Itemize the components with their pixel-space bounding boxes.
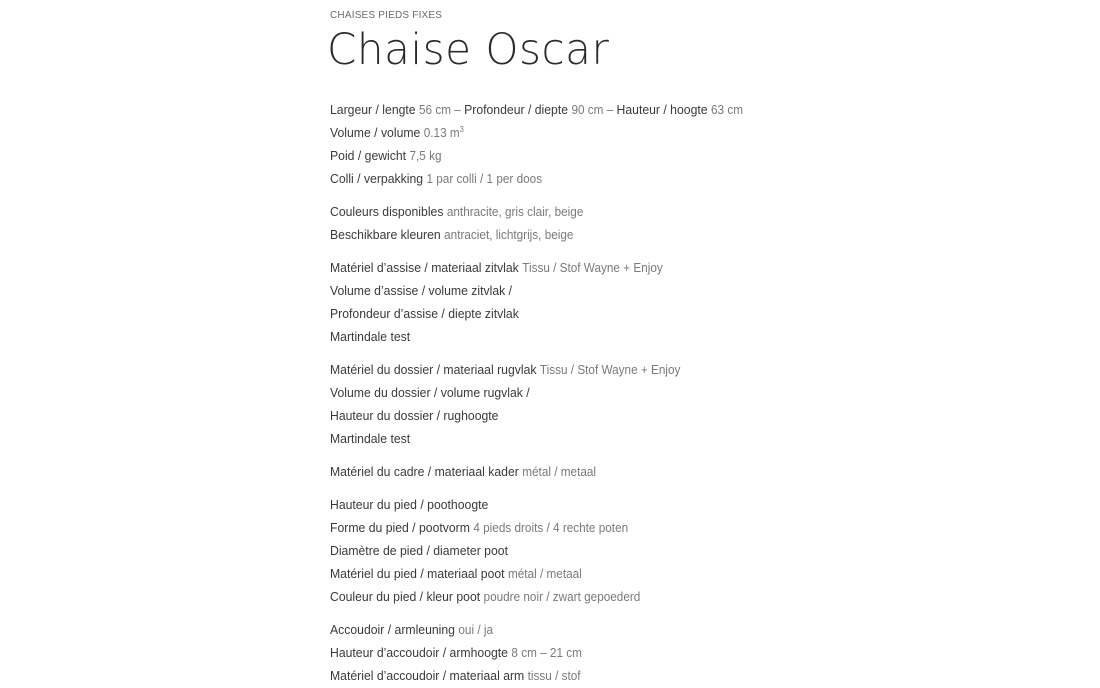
spec-label: Poid / gewicht [330, 148, 407, 163]
spec-value: Tissu / Stof Wayne + Enjoy [522, 261, 663, 275]
spec-list [330, 98, 1030, 687]
spec-back-material [330, 358, 988, 381]
spec-value-volume: 0.13 m [423, 126, 460, 140]
spec-frame-material [330, 460, 988, 483]
spec-value: métal / metaal [522, 465, 597, 479]
spec-label: Hauteur du dossier / rughoogte [330, 408, 499, 423]
spec-label: Beschikbare kleuren [330, 227, 441, 242]
spec-group-seat [330, 256, 1030, 348]
spec-label: Couleurs disponibles [330, 204, 444, 219]
spec-value-largeur: 56 cm [419, 103, 452, 117]
spec-armrest-height [330, 641, 988, 664]
spec-leg-shape [330, 516, 988, 539]
spec-label: Volume du dossier / volume rugvlak / [330, 385, 530, 400]
spec-value: poudre noir / zwart gepoederd [483, 590, 641, 604]
spec-label: Hauteur d’accoudoir / armhoogte [330, 645, 508, 660]
spec-dimensions [330, 98, 988, 121]
spec-label: Diamètre de pied / diameter poot [330, 543, 508, 558]
spec-seat-material [330, 256, 988, 279]
spec-label: Volume d’assise / volume zitvlak / [330, 283, 513, 298]
spec-value: 1 par colli / 1 per doos [426, 172, 543, 186]
spec-label-profondeur: Profondeur / diepte [464, 102, 569, 117]
spec-leg-diameter [330, 539, 988, 562]
spec-back-volume [330, 381, 988, 404]
spec-colors-fr [330, 200, 988, 223]
spec-label-hauteur: Hauteur / hoogte [616, 102, 708, 117]
spec-value: oui / ja [458, 623, 494, 637]
spec-back-martindale [330, 427, 988, 450]
spec-value: tissu / stof [527, 669, 581, 683]
spec-label: Matériel d’assise / materiaal zitvlak [330, 260, 519, 275]
spec-armrest-material [330, 664, 988, 687]
spec-label: Hauteur du pied / poothoogte [330, 497, 489, 512]
spec-group-frame [330, 460, 1030, 483]
category-label: CHAISES PIEDS FIXES [330, 10, 443, 21]
spec-seat-volume [330, 279, 988, 302]
spec-label: Couleur du pied / kleur poot [330, 589, 481, 604]
spec-label: Volume / volume [330, 125, 421, 140]
spec-label: Profondeur d’assise / diepte zitvlak [330, 306, 519, 321]
spec-label: Accoudoir / armleuning [330, 622, 455, 637]
spec-separator: – [451, 103, 465, 117]
spec-label: Forme du pied / pootvorm [330, 520, 470, 535]
spec-separator: – [603, 103, 617, 117]
unit-superscript: 3 [459, 124, 464, 134]
spec-value: Tissu / Stof Wayne + Enjoy [539, 363, 681, 377]
spec-value: 7,5 kg [409, 149, 442, 163]
spec-value: antraciet, lichtgrijs, beige [444, 228, 574, 242]
spec-group-armrest [330, 618, 1030, 687]
spec-seat-martindale [330, 325, 988, 348]
spec-seat-depth [330, 302, 988, 325]
spec-label: Matériel d’accoudoir / materiaal arm [330, 668, 525, 683]
spec-value-profondeur: 90 cm [571, 103, 604, 117]
spec-volume [330, 121, 988, 144]
spec-colors-nl [330, 223, 988, 246]
spec-back-height [330, 404, 988, 427]
spec-group-back [330, 358, 1030, 450]
spec-value: 4 pieds droits / 4 rechte poten [473, 521, 629, 535]
product-title: Chaise Oscar [327, 25, 610, 75]
spec-leg-material [330, 562, 988, 585]
spec-group-dimensions [330, 98, 1030, 190]
spec-label: Martindale test [330, 329, 411, 344]
spec-label: Matériel du cadre / materiaal kader [330, 464, 519, 479]
spec-label-largeur: Largeur / lengte [330, 102, 416, 117]
spec-value: anthracite, gris clair, beige [446, 205, 584, 219]
spec-label: Matériel du dossier / materiaal rugvlak [330, 362, 537, 377]
spec-group-legs [330, 493, 1030, 608]
spec-value-hauteur: 63 cm [710, 103, 743, 117]
spec-packaging [330, 167, 988, 190]
spec-weight [330, 144, 988, 167]
spec-leg-color [330, 585, 988, 608]
spec-value: métal / metaal [507, 567, 582, 581]
spec-label: Colli / verpakking [330, 171, 424, 186]
spec-leg-height [330, 493, 988, 516]
spec-label: Matériel du pied / materiaal poot [330, 566, 505, 581]
spec-group-colors [330, 200, 1030, 246]
spec-value: 8 cm – 21 cm [511, 646, 582, 660]
spec-armrest [330, 618, 988, 641]
spec-value [424, 126, 464, 140]
product-content [327, 10, 1030, 688]
spec-label: Martindale test [330, 431, 411, 446]
